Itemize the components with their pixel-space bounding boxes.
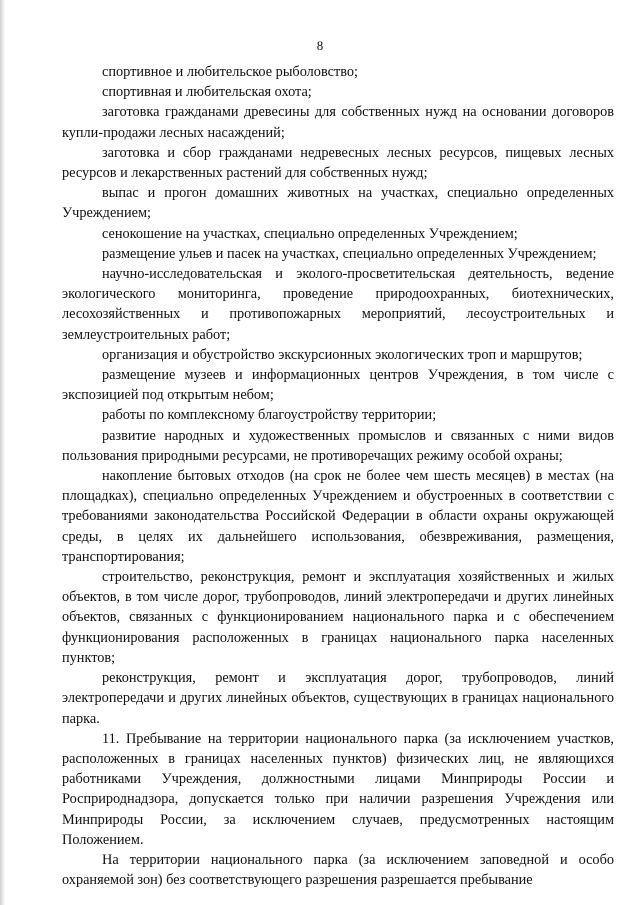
paragraph: 11. Пребывание на территории национального парка (за исключением участков, расположенных в границах населенных пунктов) физических лиц, не являющихся работниками Учреждения, должностными лицами Минприроды России и Росприроднадзора, допускается только при наличии разрешения Учреждения или Минприроды России, за исключением случаев, предусмотренных настоящим Положением. xyxy=(62,730,614,848)
paragraph: работы по комплексному благоустройству территории; xyxy=(102,407,437,424)
page-number: 8 xyxy=(316,38,324,53)
paragraph: накопление бытовых отходов (на срок не более чем шесть месяцев) в местах (на площадках), специально определенных Учреждением и обустроенных в соответствии с требованиями законодательства Российской Федерации в области охраны окружающей среды, в целях их дальнейшего использования, обезвреживания, размещения, транспортирования; xyxy=(62,468,614,565)
scan-edge-shadow xyxy=(0,0,5,905)
paragraph: заготовка гражданами древесины для собственных нужд на основании договоров купли-продажи лесных насаждений; xyxy=(62,104,614,141)
paragraph: научно-исследовательская и эколого-просветительская деятельность, ведение экологического мониторинга, проведение природоохранных, биотехнических, лесохозяйственных и противопожарных мероприятий, лесоустроительных и землеустроительных работ; xyxy=(62,266,614,343)
paragraph: На территории национального парка (за исключением заповедной и особо охраняемой зон) без соответствующего разрешения разрешается пребывание xyxy=(62,851,614,889)
paragraph: сенокошение на участках, специально определенных Учреждением; xyxy=(102,225,518,242)
paragraph: развитие народных и художественных промыслов и связанных с ними видов пользования природными ресурсами, не противоречащих режиму особой охраны; xyxy=(62,427,614,464)
document-body xyxy=(62,62,614,890)
paragraph: спортивное и любительское рыболовство; xyxy=(102,64,358,80)
paragraph: размещение музеев и информационных центров Учреждения, в том числе с экспозицией под открытым небом; xyxy=(62,367,614,404)
paragraph: организация и обустройство экскурсионных экологических троп и маршрутов; xyxy=(102,346,583,363)
paragraph: спортивная и любительская охота; xyxy=(102,84,312,101)
paragraph: заготовка и сбор гражданами недревесных лесных ресурсов, пищевых лесных ресурсов и лекарственных растений для собственных нужд; xyxy=(62,144,614,182)
paragraph: выпас и прогон домашних животных на участках, специально определенных Учреждением; xyxy=(62,185,614,222)
paragraph: реконструкция, ремонт и эксплуатация дорог, трубопроводов, линий электропередачи и других линейных объектов, существующих в границах национального парка. xyxy=(62,670,614,727)
paragraph: строительство, реконструкция, ремонт и эксплуатация хозяйственных и жилых объектов, в том числе дорог, трубопроводов, линий электропередачи и других линейных объектов, связанных с функционированием национального парка и с обеспечением функционирования расположенных в границах национального парка населенных пунктов; xyxy=(62,569,614,666)
paragraph: размещение ульев и пасек на участках, специально определенных Учреждением; xyxy=(102,245,597,262)
